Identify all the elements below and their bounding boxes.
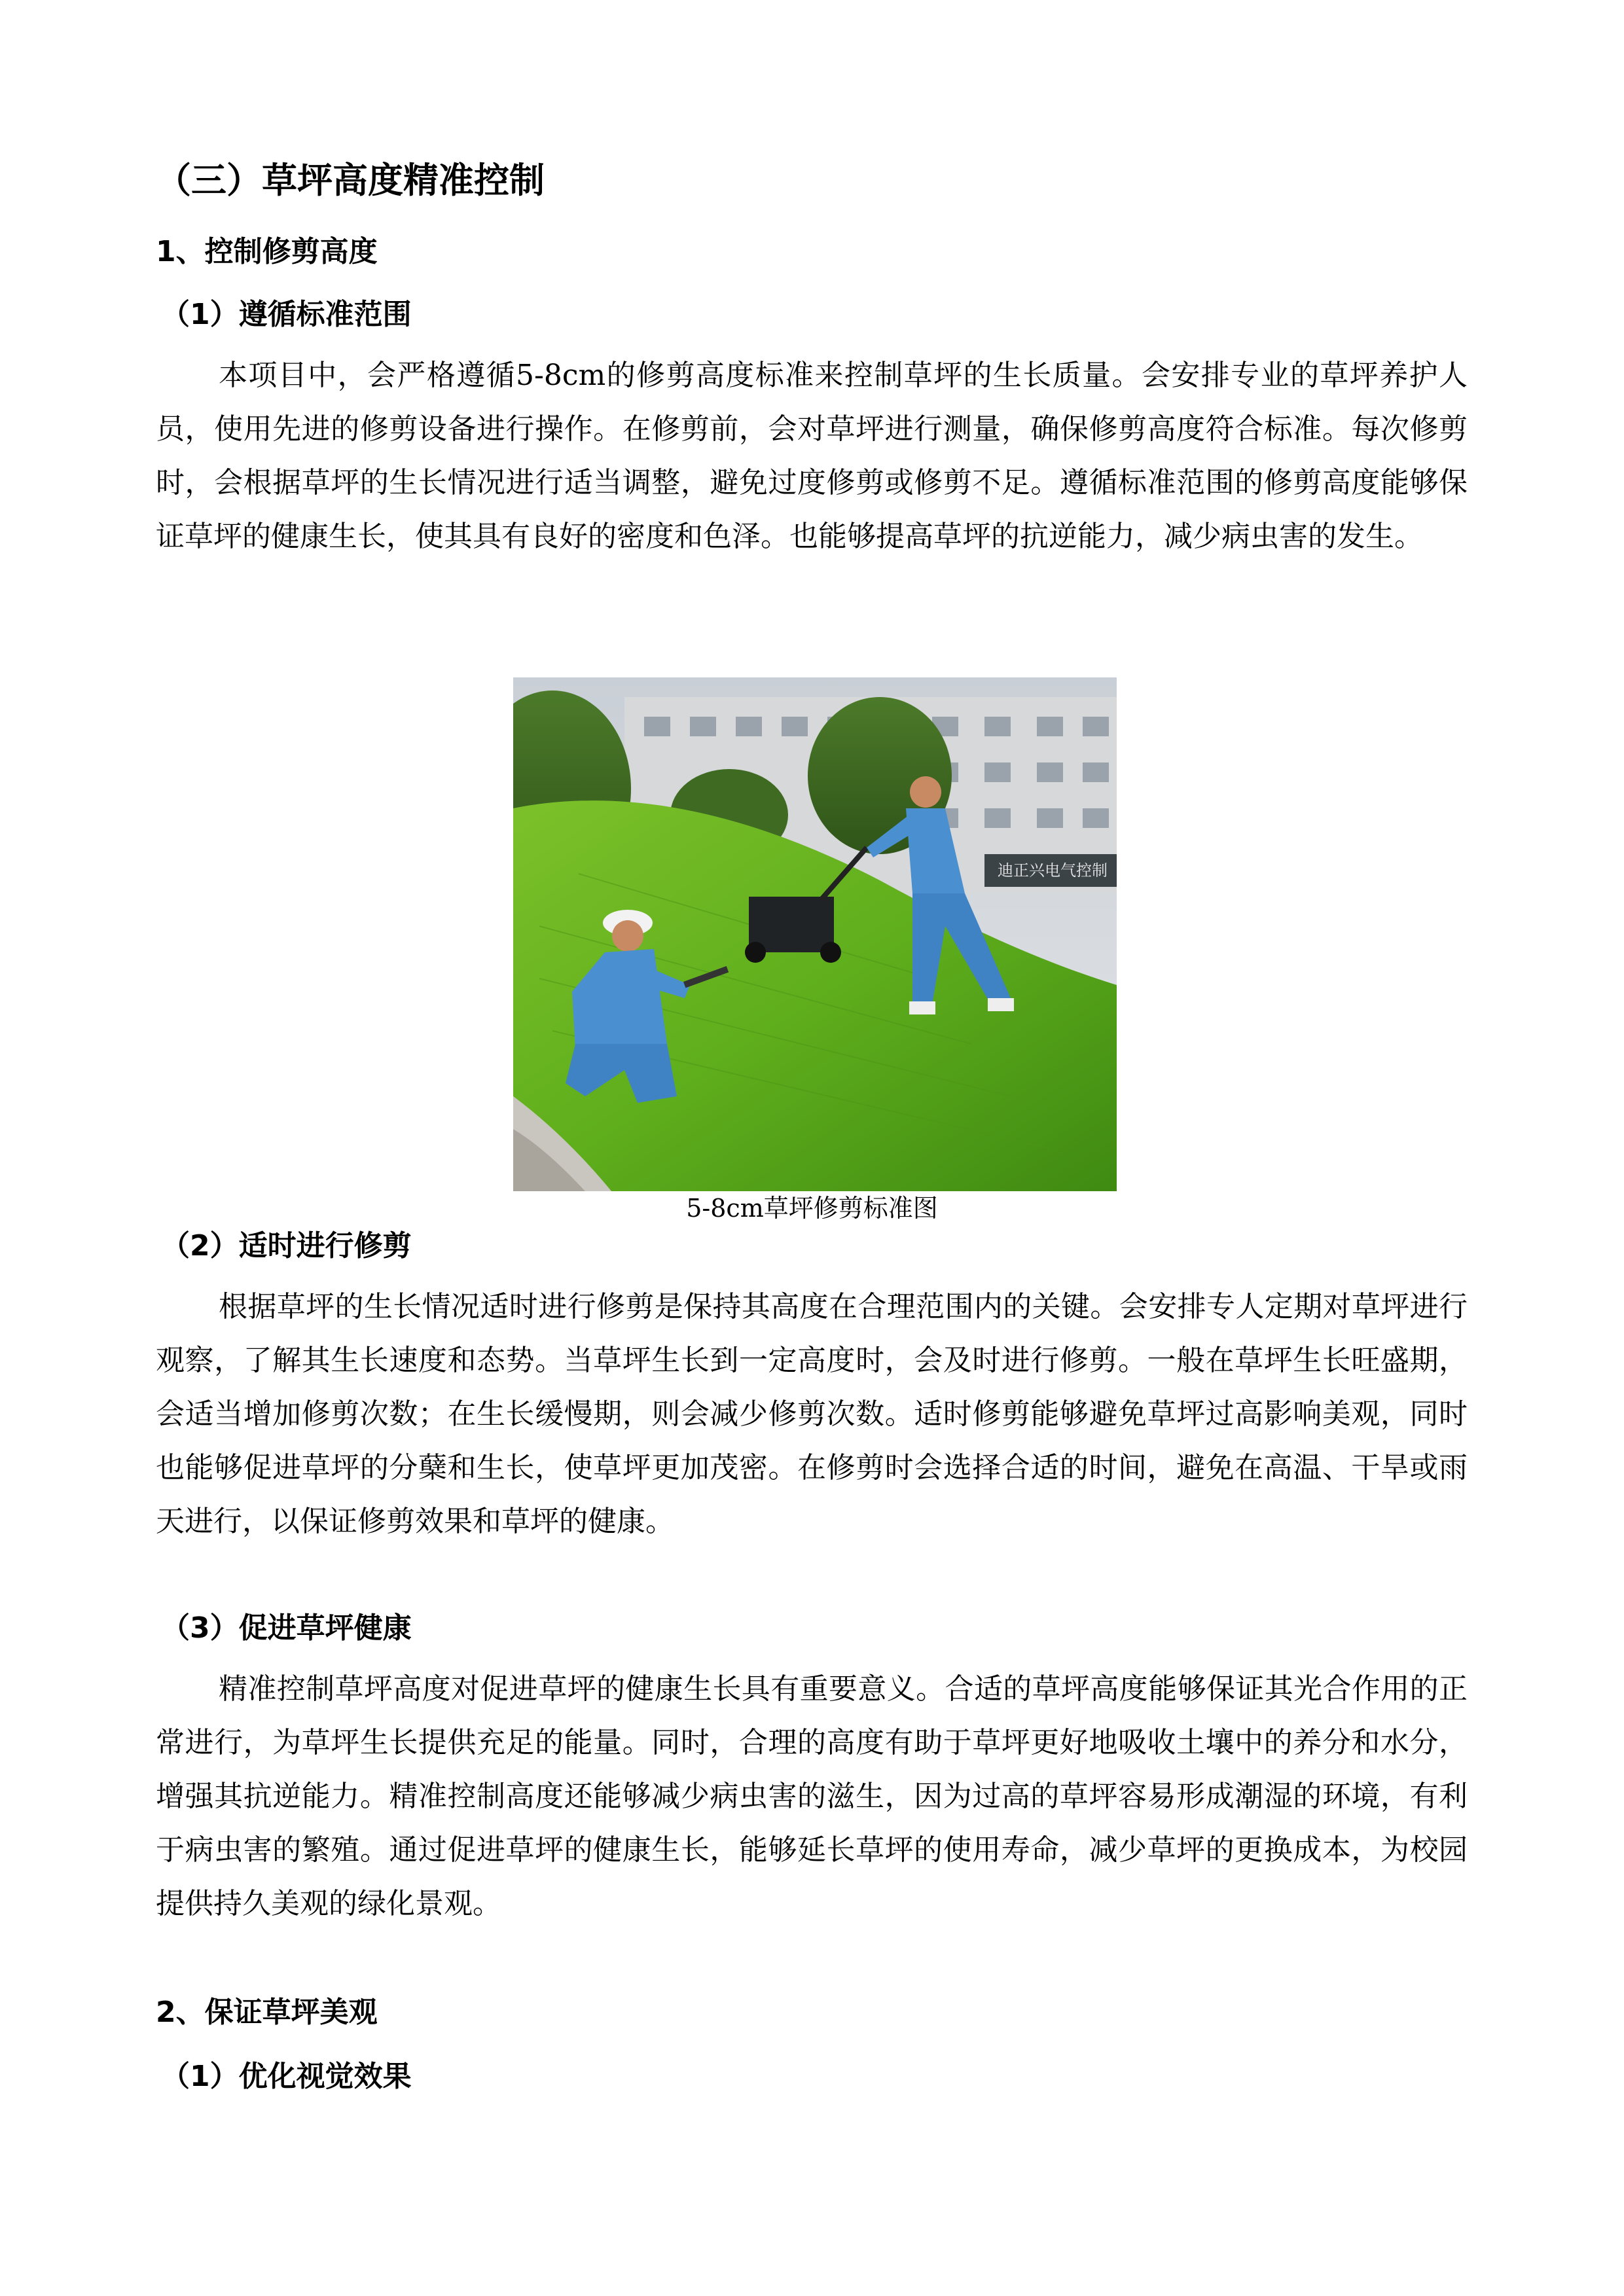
heading-ensure-lawn-beauty: 2、保证草坪美观: [156, 1996, 378, 2029]
lawn-mowing-photo: [513, 677, 1117, 1191]
section-title: （三）草坪高度精准控制: [156, 160, 545, 201]
paragraph-timely-mowing: 根据草坪的生长情况适时进行修剪是保持其高度在合理范围内的关键。会安排专人定期对草坪进行观察，了解其生长速度和态势。当草坪生长到一定高度时，会及时进行修剪。一般在草坪生长旺盛期，会适当增加修剪次数；在生长缓慢期，则会减少修剪次数。适时修剪能够避免草坪过高影响美观，同时也能够促进草坪的分蘖和生长，使草坪更加茂密。在修剪时会选择合适的时间，避免在高温、干旱或雨天进行，以保证修剪效果和草坪的健康。: [156, 1290, 1468, 1538]
subheading-optimize-visual: （1）优化视觉效果: [161, 2060, 412, 2093]
figure-caption: 5-8cm草坪修剪标准图: [686, 1194, 938, 1223]
subheading-timely-mowing: （2）适时进行修剪: [161, 1229, 412, 1263]
subheading-follow-standard: （1）遵循标准范围: [161, 298, 412, 331]
paragraph-follow-standard: 本项目中，会严格遵循5-8cm的修剪高度标准来控制草坪的生长质量。会安排专业的草坪养护人员，使用先进的修剪设备进行操作。在修剪前，会对草坪进行测量，确保修剪高度符合标准。每次修剪时，会根据草坪的生长情况进行适当调整，避免过度修剪或修剪不足。遵循标准范围的修剪高度能够保证草坪的健康生长，使其具有良好的密度和色泽。也能够提高草坪的抗逆能力，减少病虫害的发生。: [156, 359, 1468, 553]
subheading-promote-health: （3）促进草坪健康: [161, 1611, 412, 1645]
paragraph-promote-health: 精准控制草坪高度对促进草坪的健康生长具有重要意义。合适的草坪高度能够保证其光合作用的正常进行，为草坪生长提供充足的能量。同时，合理的高度有助于草坪更好地吸收土壤中的养分和水分，增强其抗逆能力。精准控制高度还能够减少病虫害的滋生，因为过高的草坪容易形成潮湿的环境，有利于病虫害的繁殖。通过促进草坪的健康生长，能够延长草坪的使用寿命，减少草坪的更换成本，为校园提供持久美观的绿化景观。: [156, 1672, 1468, 1920]
building-sign-text: 迪正兴电气控制: [998, 861, 1108, 880]
heading-control-mowing-height: 1、控制修剪高度: [156, 235, 378, 268]
